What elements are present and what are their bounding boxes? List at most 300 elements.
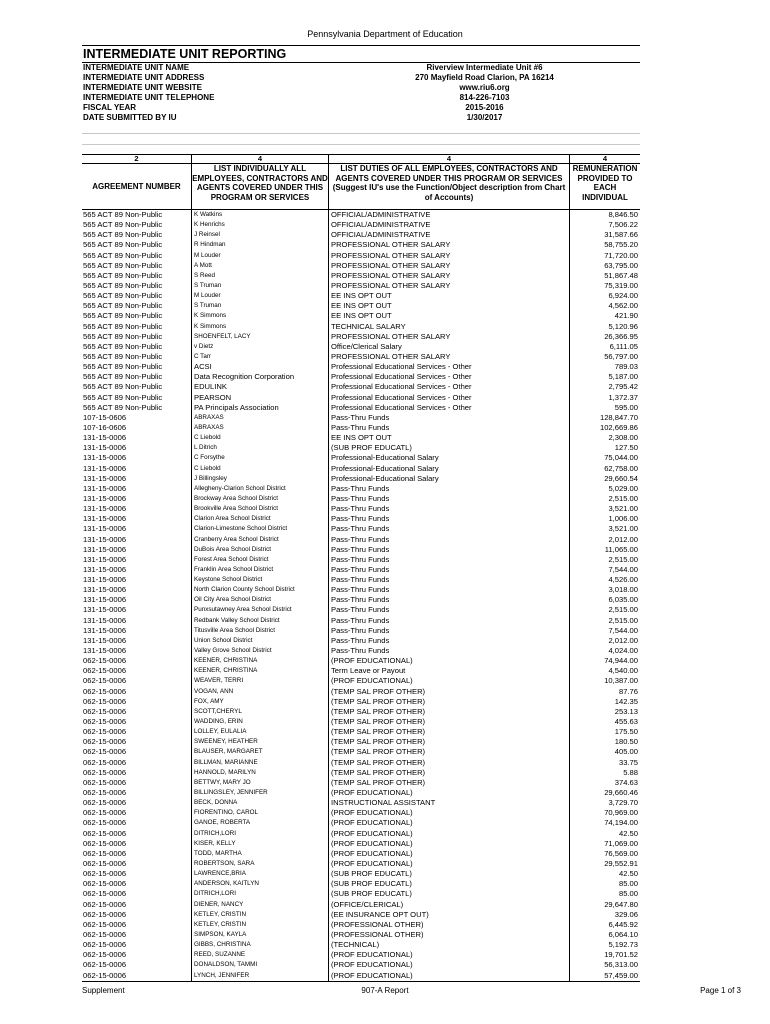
remuneration-cell: 29,552.91 (569, 859, 640, 869)
duty-cell: (TEMP SAL PROF OTHER) (328, 717, 569, 727)
duty-cell: EE INS OPT OUT (328, 291, 569, 301)
remuneration-cell: 29,660.46 (569, 788, 640, 798)
employee-name-cell: SWEENEY, HEATHER (191, 737, 328, 747)
duty-cell: Pass-Thru Funds (328, 565, 569, 575)
remuneration-cell: 102,669.86 (569, 423, 640, 433)
duty-cell: OFFICIAL/ADMINISTRATIVE (328, 230, 569, 240)
info-value: 270 Mayfield Road Clarion, PA 16214 (415, 73, 554, 82)
employee-name-cell: Union School District (191, 636, 328, 646)
duty-cell: (TECHNICAL) (328, 940, 569, 950)
duty-cell: (OFFICE/CLERICAL) (328, 900, 569, 910)
remuneration-cell: 6,111.05 (569, 342, 640, 352)
remuneration-cell: 789.03 (569, 362, 640, 372)
employee-name-cell: A Mott (191, 261, 328, 271)
info-row (82, 113, 640, 123)
duty-cell: (SUB PROF EDUCATL) (328, 879, 569, 889)
agreement-number-cell: 131-15-0006 (83, 443, 127, 453)
employee-name-cell: PA Principals Association (191, 403, 328, 413)
info-value: www.riu6.org (459, 83, 510, 92)
duty-cell: (TEMP SAL PROF OTHER) (328, 778, 569, 788)
agreement-number-cell: 062-15-0006 (83, 696, 127, 706)
employee-name-cell: KETLEY, CRISTIN (191, 920, 328, 930)
duty-cell: Pass-Thru Funds (328, 484, 569, 494)
employee-name-cell: Allegheny-Clarion School District (191, 484, 328, 494)
duty-cell: Pass-Thru Funds (328, 535, 569, 545)
employee-name-cell: KISER, KELLY (191, 839, 328, 849)
remuneration-cell: 3,521.00 (569, 524, 640, 534)
duty-cell: (PROF EDUCATIONAL) (328, 859, 569, 869)
agreement-number-cell: 062-15-0006 (83, 727, 127, 737)
employee-name-cell: ABRAXAS (191, 413, 328, 423)
employee-name-cell: Keystone School District (191, 575, 328, 585)
report-title: INTERMEDIATE UNIT REPORTING (82, 45, 640, 63)
table-bottom-border (82, 981, 640, 982)
remuneration-cell: 6,064.10 (569, 930, 640, 940)
footer-left: Supplement (82, 986, 125, 995)
duty-cell: Professional Educational Services - Other (328, 382, 569, 392)
info-label: INTERMEDIATE UNIT NAME (83, 63, 190, 72)
remuneration-cell: 7,544.00 (569, 626, 640, 636)
agreement-number-cell: 131-15-0006 (83, 453, 127, 463)
duty-cell: (TEMP SAL PROF OTHER) (328, 697, 569, 707)
remuneration-cell: 4,562.00 (569, 301, 640, 311)
agreement-number-cell: 107-16-0606 (83, 422, 127, 432)
employee-name-cell: SIMPSON, KAYLA (191, 930, 328, 940)
employee-name-cell: FOX, AMY (191, 697, 328, 707)
duty-cell: Professional Educational Services - Other (328, 393, 569, 403)
duty-cell: PROFESSIONAL OTHER SALARY (328, 261, 569, 271)
duty-cell: Pass-Thru Funds (328, 595, 569, 605)
employee-name-cell: Redbank Valley School District (191, 616, 328, 626)
duty-cell: Office/Clerical Salary (328, 342, 569, 352)
remuneration-cell: 2,795.42 (569, 382, 640, 392)
info-value: 2015-2016 (465, 103, 504, 112)
agreement-number-cell: 565 ACT 89 Non-Public (83, 230, 163, 240)
remuneration-cell: 26,366.95 (569, 332, 640, 342)
employee-name-cell: DONALDSON, TAMMI (191, 960, 328, 970)
duty-cell: (PROF EDUCATIONAL) (328, 818, 569, 828)
column-number: 4 (191, 154, 328, 164)
duty-cell: EE INS OPT OUT (328, 311, 569, 321)
agreement-number-header: AGREEMENT NUMBER (82, 164, 191, 210)
agreement-number-cell: 062-15-0006 (83, 879, 127, 889)
employee-name-cell: BECK, DONNA (191, 798, 328, 808)
remuneration-cell: 56,313.00 (569, 960, 640, 970)
duty-cell: PROFESSIONAL OTHER SALARY (328, 281, 569, 291)
duty-cell: PROFESSIONAL OTHER SALARY (328, 271, 569, 281)
agreement-number-cell: 131-15-0006 (83, 524, 127, 534)
employee-name-cell: KEENER, CHRISTINA (191, 656, 328, 666)
duty-cell: (SUB PROF EDUCATL) (328, 443, 569, 453)
remuneration-cell: 8,846.50 (569, 210, 640, 220)
employee-name-cell: Clarion-Limestone School District (191, 524, 328, 534)
remuneration-cell: 19,701.52 (569, 950, 640, 960)
duty-cell: Pass-Thru Funds (328, 504, 569, 514)
agreement-number-cell: 565 ACT 89 Non-Public (83, 331, 163, 341)
agreement-number-cell: 565 ACT 89 Non-Public (83, 351, 163, 361)
agreement-number-cell: 062-15-0006 (83, 960, 127, 970)
duty-cell: Professional Educational Services - Other (328, 362, 569, 372)
agreement-number-cell: 131-15-0006 (83, 514, 127, 524)
data-table (82, 210, 640, 981)
blank-row (82, 123, 640, 134)
agreement-number-cell: 131-15-0006 (83, 615, 127, 625)
agreement-number-cell: 062-15-0006 (83, 788, 127, 798)
duty-cell: Pass-Thru Funds (328, 605, 569, 615)
info-label: INTERMEDIATE UNIT TELEPHONE (83, 93, 215, 102)
duty-cell: Pass-Thru Funds (328, 636, 569, 646)
duty-cell: (PROF EDUCATIONAL) (328, 950, 569, 960)
duty-cell: (PROF EDUCATIONAL) (328, 971, 569, 981)
agreement-number-cell: 062-15-0006 (83, 929, 127, 939)
duty-cell: (PROF EDUCATIONAL) (328, 808, 569, 818)
duty-cell: (PROFESSIONAL OTHER) (328, 930, 569, 940)
agreement-number-cell: 565 ACT 89 Non-Public (83, 220, 163, 230)
department-name: Pennsylvania Department of Education (307, 29, 463, 39)
duty-cell: EE INS OPT OUT (328, 433, 569, 443)
duty-cell: Pass-Thru Funds (328, 646, 569, 656)
employee-name-cell: EDULINK (191, 382, 328, 392)
agreement-number-cell: 062-15-0006 (83, 676, 127, 686)
agreement-number-cell: 131-15-0006 (83, 463, 127, 473)
remuneration-cell: 2,515.00 (569, 605, 640, 615)
employees-header: LIST INDIVIDUALLY ALL EMPLOYEES, CONTRACTORS AND AGENTS COVERED UNDER THIS PROGRAM OR SERVICES (191, 164, 328, 210)
remuneration-cell: 3,018.00 (569, 585, 640, 595)
agreement-number-cell: 062-15-0006 (83, 798, 127, 808)
agreement-number-cell: 062-15-0006 (83, 777, 127, 787)
agreement-number-cell: 062-15-0006 (83, 940, 127, 950)
employee-name-cell: J Reinsel (191, 230, 328, 240)
remuneration-cell: 57,459.00 (569, 971, 640, 981)
agreement-number-cell: 565 ACT 89 Non-Public (83, 311, 163, 321)
duty-cell: PROFESSIONAL OTHER SALARY (328, 332, 569, 342)
employee-name-cell: ACSI (191, 362, 328, 372)
employee-name-cell: Cranberry Area School District (191, 535, 328, 545)
agreement-number-cell: 062-15-0006 (83, 656, 127, 666)
agreement-number-cell: 062-15-0006 (83, 889, 127, 899)
agreement-number-cell: 131-15-0006 (83, 605, 127, 615)
remuneration-cell: 2,515.00 (569, 616, 640, 626)
duty-cell: (PROFESSIONAL OTHER) (328, 920, 569, 930)
agreement-number-cell: 062-15-0006 (83, 737, 127, 747)
agreement-number-cell: 062-15-0006 (83, 767, 127, 777)
duty-cell: Pass-Thru Funds (328, 575, 569, 585)
remuneration-cell: 11,065.00 (569, 545, 640, 555)
employee-name-cell: M Louder (191, 251, 328, 261)
spacer-row (82, 145, 640, 154)
remuneration-cell: 5.88 (569, 768, 640, 778)
remuneration-cell: 74,944.00 (569, 656, 640, 666)
employee-name-cell: North Clarion County School District (191, 585, 328, 595)
duty-cell: TECHNICAL SALARY (328, 322, 569, 332)
agreement-number-cell: 131-15-0006 (83, 544, 127, 554)
duty-cell: (PROF EDUCATIONAL) (328, 656, 569, 666)
remuneration-cell: 71,069.00 (569, 839, 640, 849)
remuneration-cell: 85.00 (569, 889, 640, 899)
duty-cell: Pass-Thru Funds (328, 494, 569, 504)
employee-name-cell: BILLINGSLEY, JENNIFER (191, 788, 328, 798)
employee-name-cell: DITRICH,LORI (191, 829, 328, 839)
agreement-number-cell: 131-15-0006 (83, 493, 127, 503)
agreement-number-cell: 062-15-0006 (83, 747, 127, 757)
info-row (82, 73, 640, 83)
agreement-number-cell: 565 ACT 89 Non-Public (83, 301, 163, 311)
agreement-number-cell: 062-15-0006 (83, 970, 127, 980)
remuneration-cell: 75,044.00 (569, 453, 640, 463)
agreement-number-cell: 062-15-0006 (83, 838, 127, 848)
column-header-row (82, 164, 640, 210)
info-row (82, 93, 640, 103)
remuneration-cell: 6,445.92 (569, 920, 640, 930)
employee-name-cell: REED, SUZANNE (191, 950, 328, 960)
remuneration-cell: 142.35 (569, 697, 640, 707)
remuneration-cell: 405.00 (569, 747, 640, 757)
employee-name-cell: Franklin Area School District (191, 565, 328, 575)
agreement-number-cell: 062-15-0006 (83, 909, 127, 919)
duty-cell: (TEMP SAL PROF OTHER) (328, 758, 569, 768)
remuneration-cell: 7,506.22 (569, 220, 640, 230)
employee-name-cell: KEENER, CHRISTINA (191, 666, 328, 676)
agreement-number-cell: 131-15-0006 (83, 564, 127, 574)
footer-center: 907-A Report (361, 986, 409, 995)
duty-cell: (TEMP SAL PROF OTHER) (328, 707, 569, 717)
agreement-number-cell: 062-15-0006 (83, 919, 127, 929)
employee-name-cell: C Forsythe (191, 453, 328, 463)
employee-name-cell: v Dietz (191, 342, 328, 352)
remuneration-cell: 74,194.00 (569, 818, 640, 828)
remuneration-cell: 175.50 (569, 727, 640, 737)
duty-cell: Term Leave or Payout (328, 666, 569, 676)
remuneration-cell: 87.76 (569, 687, 640, 697)
agreement-number-cell: 131-15-0006 (83, 625, 127, 635)
employee-name-cell: WADDING, ERIN (191, 717, 328, 727)
employee-name-cell: DuBois Area School District (191, 545, 328, 555)
duty-cell: EE INS OPT OUT (328, 301, 569, 311)
agreement-number-cell: 062-15-0006 (83, 828, 127, 838)
remuneration-cell: 10,387.00 (569, 676, 640, 686)
remuneration-cell: 4,526.00 (569, 575, 640, 585)
info-value: Riverview Intermediate Unit #6 (426, 63, 543, 72)
remuneration-cell: 7,544.00 (569, 565, 640, 575)
agreement-number-cell: 062-15-0006 (83, 717, 127, 727)
remuneration-cell: 6,035.00 (569, 595, 640, 605)
remuneration-cell: 42.50 (569, 869, 640, 879)
agreement-number-cell: 565 ACT 89 Non-Public (83, 260, 163, 270)
agreement-number-cell: 131-15-0006 (83, 483, 127, 493)
remuneration-cell: 329.06 (569, 910, 640, 920)
remuneration-cell: 1,372.37 (569, 393, 640, 403)
agreement-number-cell: 107-15-0606 (83, 412, 127, 422)
duty-cell: Pass-Thru Funds (328, 545, 569, 555)
duty-cell: (PROF EDUCATIONAL) (328, 829, 569, 839)
agreement-number-cell: 131-15-0006 (83, 635, 127, 645)
agreement-number-cell: 565 ACT 89 Non-Public (83, 280, 163, 290)
remuneration-cell: 5,029.00 (569, 484, 640, 494)
duty-cell: INSTRUCTIONAL ASSISTANT (328, 798, 569, 808)
remuneration-cell: 31,587.66 (569, 230, 640, 240)
remuneration-cell: 2,515.00 (569, 555, 640, 565)
duty-cell: Pass-Thru Funds (328, 514, 569, 524)
remuneration-cell: 2,012.00 (569, 636, 640, 646)
employee-name-cell: Oil City Area School District (191, 595, 328, 605)
remuneration-cell: 374.63 (569, 778, 640, 788)
info-label: INTERMEDIATE UNIT ADDRESS (83, 73, 205, 82)
agreement-number-cell: 131-15-0006 (83, 473, 127, 483)
employee-name-cell: Brookville Area School District (191, 504, 328, 514)
remuneration-cell: 3,729.70 (569, 798, 640, 808)
remuneration-cell: 56,797.00 (569, 352, 640, 362)
column-number: 4 (328, 154, 569, 164)
employee-name-cell: ROBERTSON, SARA (191, 859, 328, 869)
info-label: DATE SUBMITTED BY IU (83, 113, 177, 122)
info-row (82, 63, 640, 73)
duty-cell: Professional-Educational Salary (328, 453, 569, 463)
employee-name-cell: C Liebold (191, 433, 328, 443)
employee-name-cell: FIORENTINO, CAROL (191, 808, 328, 818)
employee-name-cell: SHOENFELT, LACY (191, 332, 328, 342)
iu-info-block (82, 63, 640, 123)
agreement-number-cell: 131-15-0006 (83, 595, 127, 605)
agreement-number-cell: 062-15-0006 (83, 950, 127, 960)
remuneration-header: REMUNERATION PROVIDED TO EACH INDIVIDUAL (569, 164, 640, 210)
employee-name-cell: L Ditrich (191, 443, 328, 453)
remuneration-cell: 127.50 (569, 443, 640, 453)
remuneration-cell: 128,847.70 (569, 413, 640, 423)
employee-name-cell: LAWRENCE,BRIA (191, 869, 328, 879)
duty-cell: PROFESSIONAL OTHER SALARY (328, 352, 569, 362)
employee-name-cell: Forest Area School District (191, 555, 328, 565)
agreement-number-cell: 565 ACT 89 Non-Public (83, 270, 163, 280)
agreement-number-cell: 131-15-0006 (83, 646, 127, 656)
duty-cell: Pass-Thru Funds (328, 555, 569, 565)
remuneration-cell: 5,192.73 (569, 940, 640, 950)
agreement-number-cell: 565 ACT 89 Non-Public (83, 291, 163, 301)
remuneration-cell: 455.63 (569, 717, 640, 727)
employee-name-cell: Brockway Area School District (191, 494, 328, 504)
remuneration-cell: 42.50 (569, 829, 640, 839)
duty-cell: Pass-Thru Funds (328, 585, 569, 595)
info-row (82, 83, 640, 93)
duty-cell: Pass-Thru Funds (328, 413, 569, 423)
agreement-number-cell: 565 ACT 89 Non-Public (83, 210, 163, 219)
employee-name-cell: LOLLEY, EULALIA (191, 727, 328, 737)
remuneration-cell: 70,969.00 (569, 808, 640, 818)
report-form (82, 45, 640, 982)
duty-cell: (TEMP SAL PROF OTHER) (328, 687, 569, 697)
employee-name-cell: Titusville Area School District (191, 626, 328, 636)
employee-name-cell: S Reed (191, 271, 328, 281)
duty-cell: Pass-Thru Funds (328, 423, 569, 433)
employee-name-cell: ANDERSON, KAITLYN (191, 879, 328, 889)
employee-name-cell: K Simmons (191, 311, 328, 321)
agreement-number-cell: 131-15-0006 (83, 585, 127, 595)
info-label: INTERMEDIATE UNIT WEBSITE (83, 83, 202, 92)
employee-name-cell: ABRAXAS (191, 423, 328, 433)
column-number-row (82, 154, 640, 164)
employee-name-cell: K Simmons (191, 322, 328, 332)
duty-cell: OFFICIAL/ADMINISTRATIVE (328, 210, 569, 220)
remuneration-cell: 62,758.00 (569, 464, 640, 474)
duty-cell: (PROF EDUCATIONAL) (328, 676, 569, 686)
column-number: 4 (569, 154, 640, 164)
duty-cell: (PROF EDUCATIONAL) (328, 849, 569, 859)
duty-cell: (EE INSURANCE OPT OUT) (328, 910, 569, 920)
employee-name-cell: KETLEY, CRISTIN (191, 910, 328, 920)
duty-cell: (TEMP SAL PROF OTHER) (328, 727, 569, 737)
employee-name-cell: S Truman (191, 301, 328, 311)
agreement-number-cell: 131-15-0006 (83, 433, 127, 443)
agreement-number-cell: 565 ACT 89 Non-Public (83, 392, 163, 402)
duty-cell: (PROF EDUCATIONAL) (328, 788, 569, 798)
duty-cell: Pass-Thru Funds (328, 626, 569, 636)
agreement-number-cell: 565 ACT 89 Non-Public (83, 382, 163, 392)
employee-name-cell: VOGAN, ANN (191, 687, 328, 697)
employee-name-cell: BETTWY, MARY JO (191, 778, 328, 788)
agreement-number-cell: 062-15-0006 (83, 706, 127, 716)
duty-cell: Pass-Thru Funds (328, 616, 569, 626)
agreement-number-cell: 565 ACT 89 Non-Public (83, 321, 163, 331)
duty-cell: PROFESSIONAL OTHER SALARY (328, 240, 569, 250)
remuneration-cell: 51,867.48 (569, 271, 640, 281)
agreement-number-cell: 062-15-0006 (83, 899, 127, 909)
footer-page-number: Page 1 of 3 (700, 986, 741, 995)
duty-cell: (PROF EDUCATIONAL) (328, 839, 569, 849)
duties-header: LIST DUTIES OF ALL EMPLOYEES, CONTRACTORS AND AGENTS COVERED UNDER THIS PROGRAM OR SERVICES (Suggest IU's use the Function/Object description from Chart of Accounts) (328, 164, 569, 210)
agreement-number-cell: 062-15-0006 (83, 808, 127, 818)
remuneration-cell: 253.13 (569, 707, 640, 717)
agreement-number-cell: 565 ACT 89 Non-Public (83, 372, 163, 382)
employee-name-cell: SCOTT,CHERYL (191, 707, 328, 717)
employee-name-cell: C Liebold (191, 464, 328, 474)
agreement-number-cell: 131-15-0006 (83, 534, 127, 544)
info-value: 814-226-7103 (459, 93, 510, 102)
duty-cell: (PROF EDUCATIONAL) (328, 960, 569, 970)
info-row (82, 103, 640, 113)
remuneration-cell: 180.50 (569, 737, 640, 747)
duty-cell: Professional-Educational Salary (328, 464, 569, 474)
column-number: 2 (82, 154, 191, 164)
agreement-number-cell: 062-15-0006 (83, 757, 127, 767)
agreement-number-cell: 062-15-0006 (83, 848, 127, 858)
remuneration-cell: 6,924.00 (569, 291, 640, 301)
remuneration-cell: 5,120.96 (569, 322, 640, 332)
duty-cell: Professional Educational Services - Other (328, 403, 569, 413)
duty-cell: (TEMP SAL PROF OTHER) (328, 768, 569, 778)
duty-cell: (TEMP SAL PROF OTHER) (328, 737, 569, 747)
employee-name-cell: LYNCH, JENNIFER (191, 971, 328, 981)
remuneration-cell: 595.00 (569, 403, 640, 413)
duty-cell: Pass-Thru Funds (328, 524, 569, 534)
employee-name-cell: Punxsutawney Area School District (191, 605, 328, 615)
employee-name-cell: GIBBS, CHRISTINA (191, 940, 328, 950)
employee-name-cell: J Billingsley (191, 474, 328, 484)
remuneration-cell: 2,012.00 (569, 535, 640, 545)
agreement-number-cell: 565 ACT 89 Non-Public (83, 402, 163, 412)
duty-cell: (SUB PROF EDUCATL) (328, 889, 569, 899)
remuneration-cell: 58,755.20 (569, 240, 640, 250)
agreement-number-cell: 062-15-0006 (83, 686, 127, 696)
duty-cell: OFFICIAL/ADMINISTRATIVE (328, 220, 569, 230)
agreement-number-cell: 565 ACT 89 Non-Public (83, 250, 163, 260)
remuneration-cell: 33.75 (569, 758, 640, 768)
employee-name-cell: DIENER, NANCY (191, 900, 328, 910)
employee-name-cell: Valley Grove School District (191, 646, 328, 656)
employee-name-cell: R Hindman (191, 240, 328, 250)
info-value: 1/30/2017 (466, 113, 503, 122)
remuneration-cell: 421.90 (569, 311, 640, 321)
employee-name-cell: PEARSON (191, 393, 328, 403)
remuneration-cell: 71,720.00 (569, 251, 640, 261)
